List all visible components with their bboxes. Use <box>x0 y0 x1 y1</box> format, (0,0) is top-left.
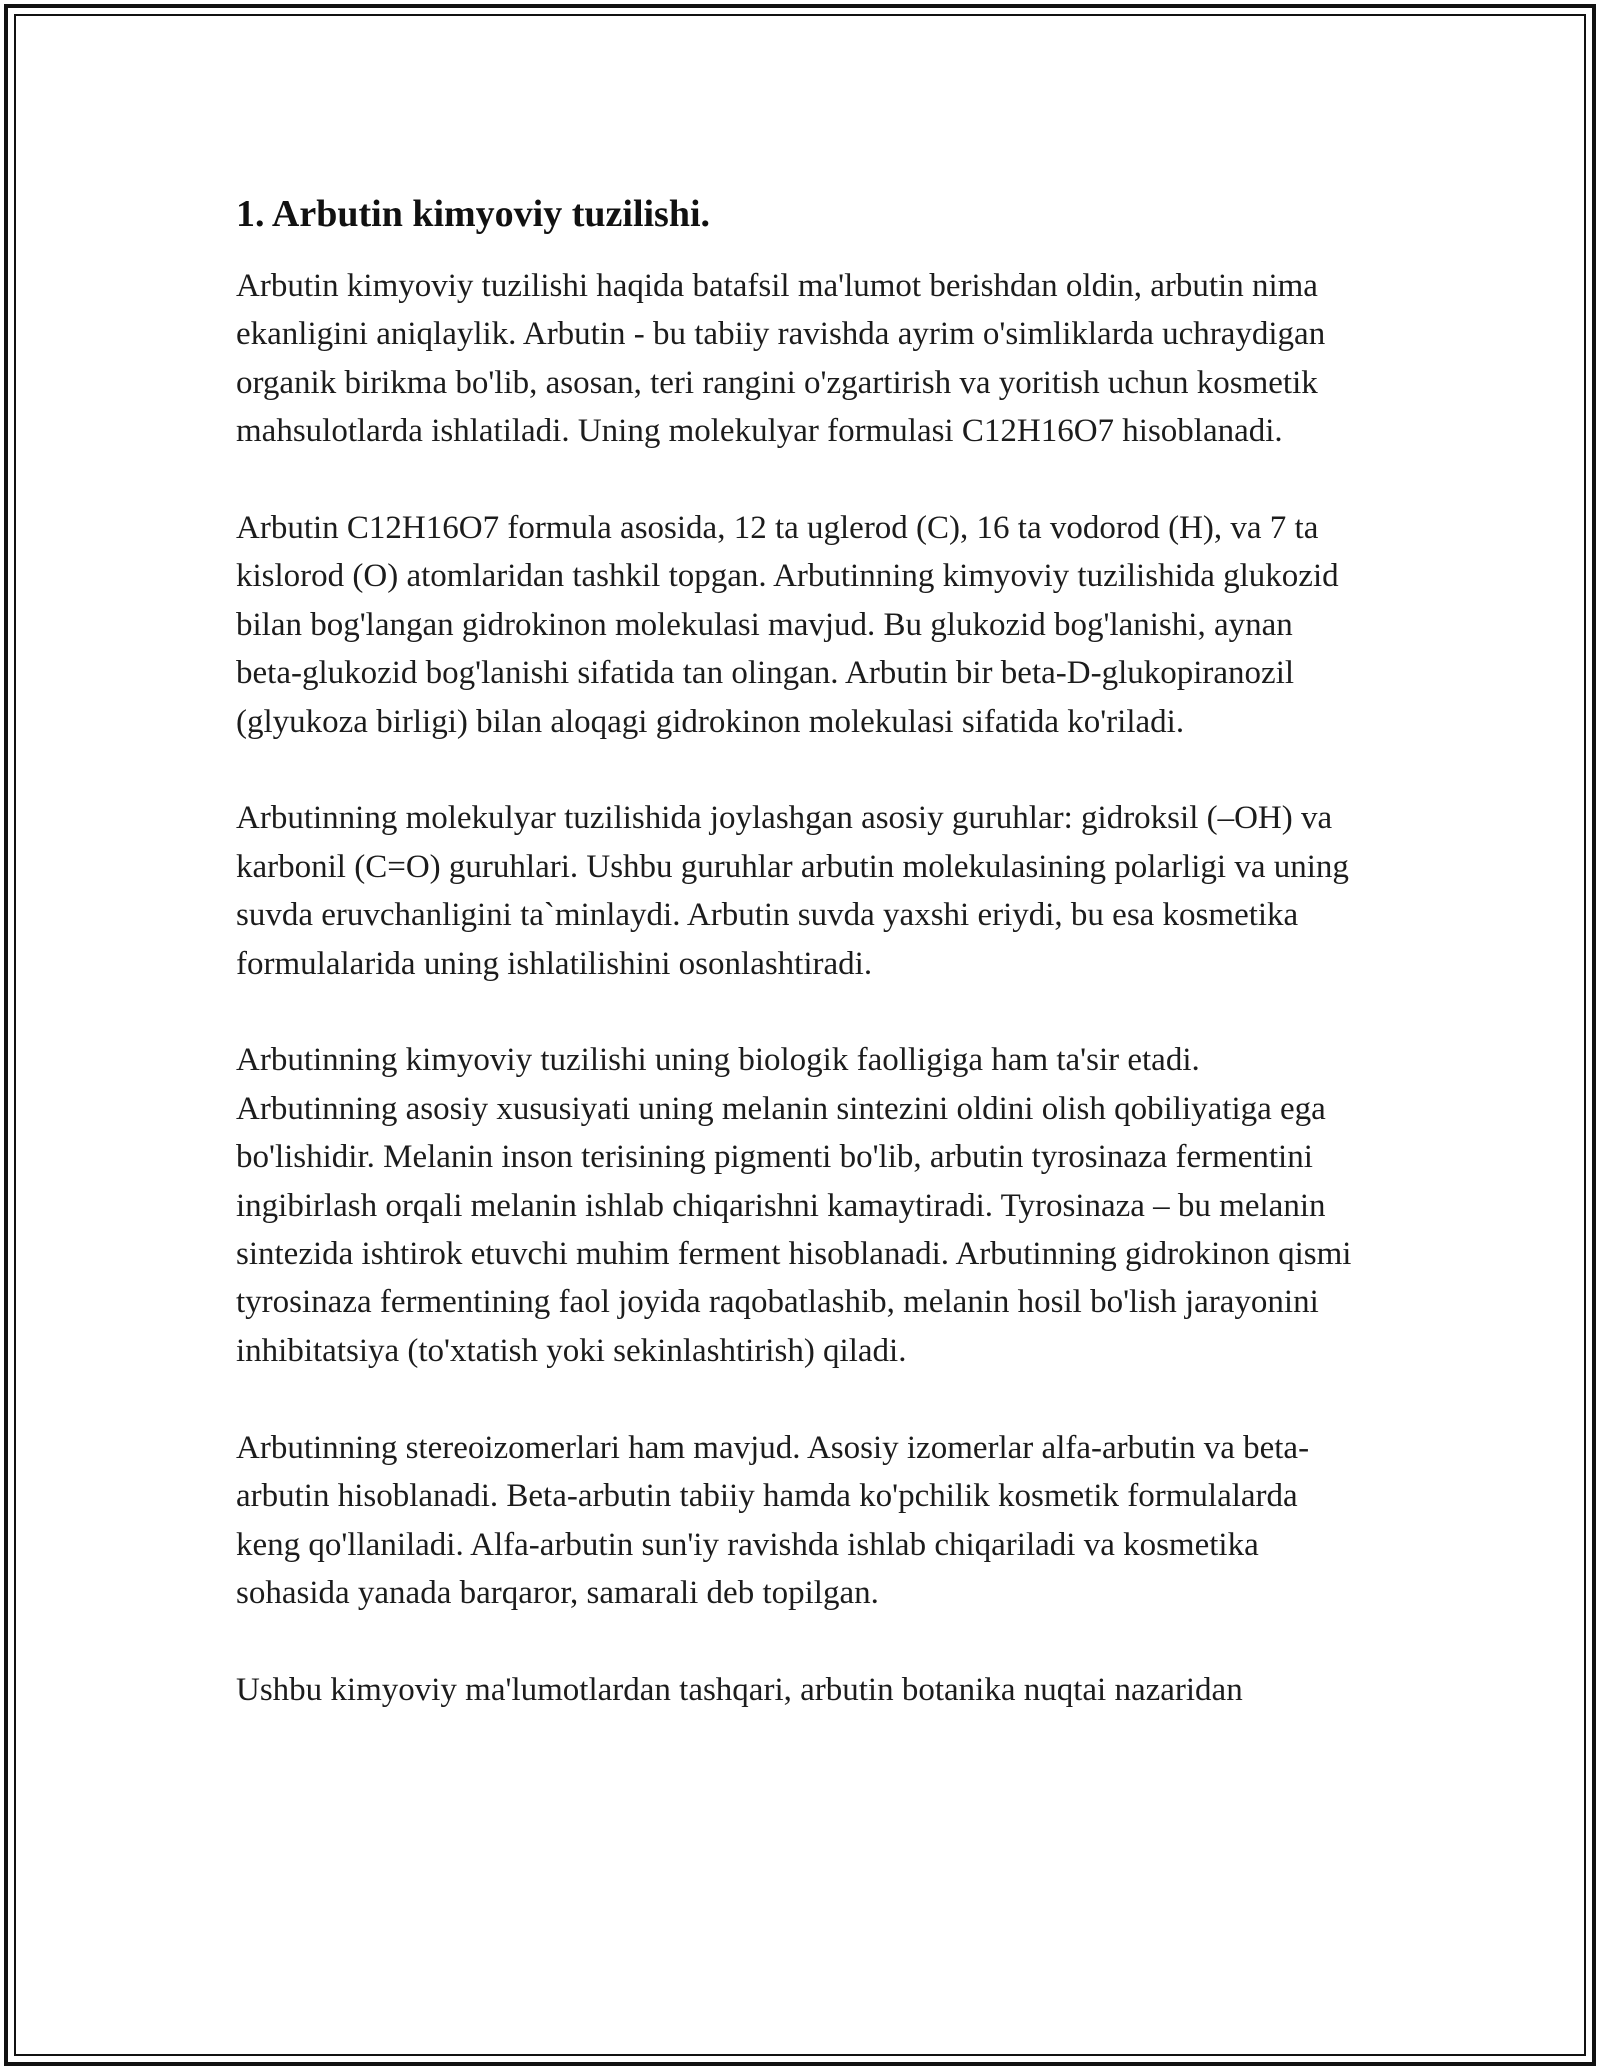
paragraph-definition: Arbutin kimyoviy tuzilishi haqida batafsil ma'lumot berishdan oldin, arbutin nima ekanligini aniqlaylik. Arbutin - bu tabiiy ravishda ayrim o'simliklarda uchraydigan organik birikma bo'lib, asosan, teri rangini o'zgartirish va yoritish uchun kosmetik mahsulotlarda ishlatiladi. Uning molekulyar formulasi C12H16O7 hisoblanadi. <box>236 268 1326 450</box>
paragraph-stereoisomers: Arbutinning stereoizomerlari ham mavjud. Asosiy izomerlar alfa-arbutin va beta-arbutin hisoblanadi. Beta-arbutin tabiiy hamda ko'pchilik kosmetik formulalarda keng qo'llaniladi. Alfa-arbutin sun'iy ravishda ishlab chiqariladi va kosmetika sohasida yanada barqaror, samarali deb topilgan. <box>236 1429 1310 1611</box>
paragraph-formula: Arbutin C12H16O7 formula asosida, 12 ta uglerod (C), 16 ta vodorod (H), va 7 ta kislorod (O) atomlaridan tashkil topgan. Arbutinning kimyoviy tuzilishida glukozid bilan bog'langan gidrokinon molekulasi mavjud. Bu glukozid bog'lanishi, aynan beta-glukozid bog'lanishi sifatida tan olingan. Arbutin bir beta-D-glukopiranozil (glyukoza birligi) bilan aloqagi gidrokinon molekulasi sifatida ko'riladi. <box>236 510 1339 740</box>
paragraph-botany: Ushbu kimyoviy ma'lumotlardan tashqari, arbutin botanika nuqtai nazaridan <box>236 1671 1243 1708</box>
section-heading: 1. Arbutin kimyoviy tuzilishi. <box>236 193 711 235</box>
paragraph-functional-groups: Arbutinning molekulyar tuzilishida joylashgan asosiy guruhlar: gidroksil (–OH) va karbonil (C=O) guruhlari. Ushbu guruhlar arbutin molekulasining polarligi va uning suvda eruvchanligini ta`minlaydi. Arbutin suvda yaxshi eriydi, bu esa kosmetika formulalarida uning ishlatilishini osonlashtiradi. <box>236 800 1349 982</box>
document-body <box>236 188 1356 1714</box>
paragraph-biological-activity: Arbutinning kimyoviy tuzilishi uning biologik faolligiga ham ta'sir etadi. Arbutinning asosiy xususiyati uning melanin sintezini oldini olish qobiliyatiga ega bo'lishidir. Melanin inson terisining pigmenti bo'lib, arbutin tyrosinaza fermentini ingibirlash orqali melanin ishlab chiqarishni kamaytiradi. Tyrosinaza – bu melanin sintezida ishtirok etuvchi muhim ferment hisoblanadi. Arbutinning gidrokinon qismi tyrosinaza fermentining faol joyida raqobatlashib, melanin hosil bo'lish jarayonini inhibitatsiya (to'xtatish yoki sekinlashtirish) qiladi. <box>236 1042 1352 1369</box>
